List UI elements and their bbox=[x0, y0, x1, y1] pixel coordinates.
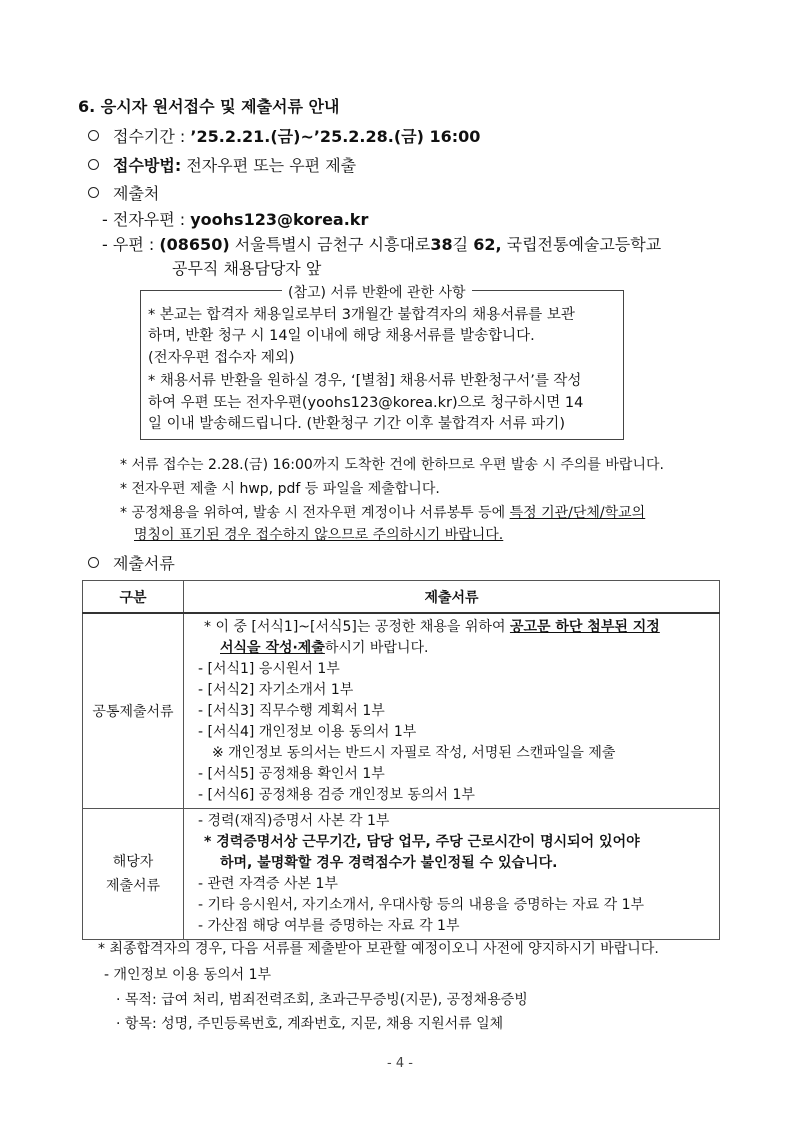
applicable-documents-cell bbox=[184, 809, 720, 940]
table-header-row bbox=[83, 581, 720, 614]
method-label: 접수방법: bbox=[113, 156, 182, 175]
post-addr2: 길 bbox=[452, 235, 474, 254]
post-code: (08650) bbox=[159, 235, 230, 254]
list-item: - 경력(재직)증명서 사본 각 1부 bbox=[198, 813, 390, 829]
list-item: - [서식4] 개인정보 이용 동의서 1부 bbox=[198, 724, 417, 740]
category-applicable-line1: 해당자 bbox=[112, 854, 154, 870]
post-prefix: - 우편 : bbox=[102, 235, 160, 254]
common-intro-text: * 이 중 [서식1]~[서식5]는 공정한 채용을 위하여 bbox=[204, 619, 510, 635]
list-item: - [서식3] 직무수행 계획서 1부 bbox=[198, 703, 385, 719]
period-row bbox=[88, 124, 480, 147]
circle-bullet-icon bbox=[88, 130, 99, 141]
reference-line: * 본교는 합격자 채용일로부터 3개월간 불합격자의 채용서류를 보관 bbox=[148, 307, 575, 323]
post-row bbox=[102, 232, 661, 255]
table-header-documents: 제출서류 bbox=[184, 581, 720, 614]
final-items: · 항목: 성명, 주민등록번호, 계좌번호, 지문, 채용 지원서류 일체 bbox=[116, 1016, 504, 1032]
final-consent: - 개인정보 이용 동의서 1부 bbox=[104, 967, 271, 983]
table-row bbox=[83, 809, 720, 940]
method-value: 전자우편 또는 우편 제출 bbox=[181, 156, 357, 175]
period-value: ’25.2.21.(금)~’25.2.28.(금) 16:00 bbox=[190, 127, 481, 146]
reference-line: (전자우편 접수자 제외) bbox=[148, 350, 295, 366]
table-row bbox=[83, 613, 720, 809]
list-item: - 관련 자격증 사본 1부 bbox=[198, 876, 338, 892]
reference-line: * 채용서류 반환을 원하실 경우, ‘[별첨] 채용서류 반환청구서’를 작성 bbox=[148, 373, 582, 389]
table-header-category: 구분 bbox=[83, 581, 184, 614]
list-item: - [서식2] 자기소개서 1부 bbox=[198, 682, 354, 698]
reference-line: 하여 우편 또는 전자우편(yoohs123@korea.kr)으로 청구하시면 14 bbox=[148, 395, 584, 411]
list-item: - 가산점 해당 여부를 증명하는 자료 각 1부 bbox=[198, 918, 460, 934]
common-intro-line1 bbox=[198, 617, 719, 638]
common-intro-end: 하시기 바랍니다. bbox=[324, 640, 429, 656]
dest-label: 제출처 bbox=[113, 184, 160, 203]
note-fair-hiring-underline: 특정 기관/단체/학교의 bbox=[509, 505, 646, 521]
docs-label: 제출서류 bbox=[113, 554, 175, 573]
list-item: - [서식1] 응시원서 1부 bbox=[198, 661, 340, 677]
common-intro-emphasis: 공고문 하단 첨부된 지정 bbox=[509, 619, 660, 635]
post-addr1: 서울특별시 금천구 시흥대로 bbox=[229, 235, 431, 254]
circle-bullet-icon bbox=[88, 187, 99, 198]
circle-bullet-icon bbox=[88, 159, 99, 170]
common-intro-line2 bbox=[198, 638, 719, 659]
circle-bullet-icon bbox=[88, 557, 99, 568]
method-row bbox=[88, 153, 356, 176]
common-intro-emphasis-2: 서식을 작성·제출 bbox=[220, 640, 325, 656]
post-addr3: 국립전통예술고등학교 bbox=[501, 235, 662, 254]
note-fair-hiring-2: 명칭이 표기된 경우 접수하지 않으므로 주의하시기 바랍니다. bbox=[134, 527, 504, 543]
section-title: 6. 응시자 원서접수 및 제출서류 안내 bbox=[78, 97, 340, 116]
note-deadline: * 서류 접수는 2.28.(금) 16:00까지 도착한 건에 한하므로 우편 발송 시 주의를 바랍니다. bbox=[120, 457, 664, 473]
reference-line: 하며, 반환 청구 시 14일 이내에 해당 채용서류를 발송합니다. bbox=[148, 328, 535, 344]
note-file-format: * 전자우편 제출 시 hwp, pdf 등 파일을 제출합니다. bbox=[120, 481, 440, 497]
career-cert-note-1: * 경력증명서상 근무기간, 담당 업무, 주당 근로시간이 명시되어 있어야 bbox=[204, 834, 640, 850]
list-item: - [서식6] 공정채용 검증 개인정보 동의서 1부 bbox=[198, 787, 475, 803]
note-fair-hiring-text: * 공정채용을 위하여, 발송 시 전자우편 계정이나 서류봉투 등에 bbox=[120, 505, 510, 521]
documents-table bbox=[82, 580, 720, 940]
category-applicable-line2: 제출서류 bbox=[105, 878, 161, 894]
post-addr-num2: 62, bbox=[473, 235, 502, 254]
final-purpose: · 목적: 급여 처리, 범죄전력조회, 초과근무증빙(지문), 공정채용증빙 bbox=[116, 992, 528, 1008]
career-cert-note-2: 하며, 불명확할 경우 경력점수가 불인정될 수 있습니다. bbox=[220, 855, 558, 871]
email-prefix: - 전자우편 : bbox=[102, 210, 191, 229]
list-item: - [서식5] 공정채용 확인서 1부 bbox=[198, 766, 385, 782]
list-item: - 기타 응시원서, 자기소개서, 우대사항 등의 내용을 증명하는 자료 각 1부 bbox=[198, 897, 645, 913]
reference-line: 일 이내 발송해드립니다. (반환청구 기간 이후 불합격자 서류 파기) bbox=[148, 416, 565, 432]
email-value: yoohs123@korea.kr bbox=[190, 210, 369, 229]
list-item-note: ※ 개인정보 동의서는 반드시 자필로 작성, 서명된 스캔파일을 제출 bbox=[212, 745, 616, 761]
reference-title: (참고) 서류 반환에 관한 사항 bbox=[282, 282, 472, 302]
email-row bbox=[102, 207, 368, 230]
common-documents-cell bbox=[184, 613, 720, 809]
docs-row bbox=[88, 551, 175, 574]
post-addr-num: 38 bbox=[430, 235, 453, 254]
final-note: * 최종합격자의 경우, 다음 서류를 제출받아 보관할 예정이오니 사전에 양지하시기 바랍니다. bbox=[98, 941, 659, 957]
dest-row bbox=[88, 181, 159, 204]
category-common: 공통제출서류 bbox=[83, 613, 184, 809]
note-fair-hiring-1 bbox=[120, 502, 645, 522]
page-number: - 4 - bbox=[387, 1056, 413, 1071]
period-label: 접수기간 : bbox=[113, 127, 191, 146]
post-addr-line2: 공무직 채용담당자 앞 bbox=[172, 259, 322, 278]
category-applicable bbox=[83, 809, 184, 940]
